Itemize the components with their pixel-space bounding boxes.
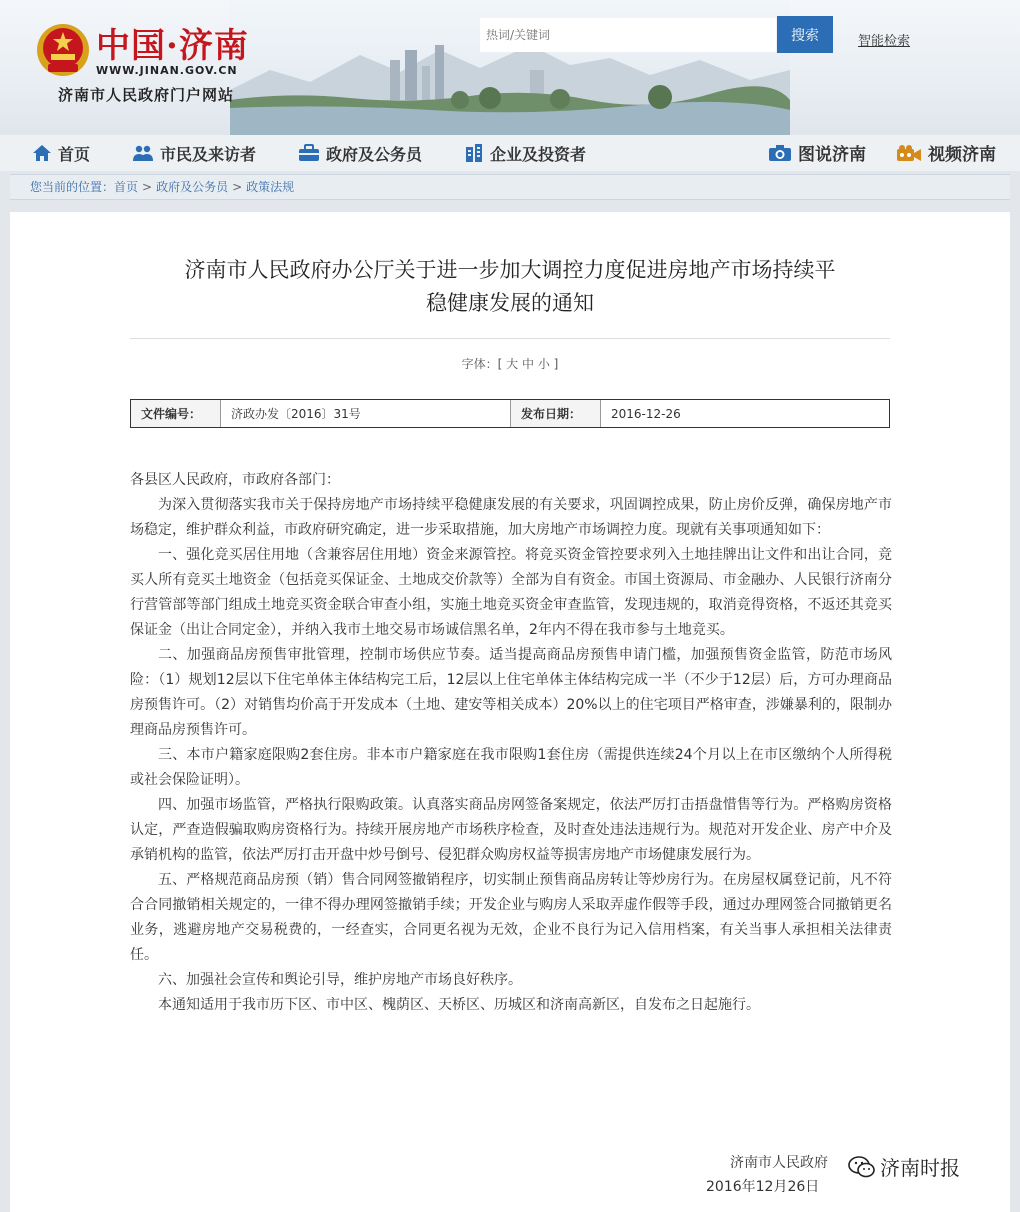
article-body [130, 468, 892, 1018]
document-meta-table [130, 399, 890, 428]
paragraph: 六、加强社会宣传和舆论引导，维护房地产市场良好秩序。 [158, 972, 522, 988]
nav-item-home[interactable] [32, 140, 90, 166]
video-jinan-link[interactable] [896, 140, 996, 165]
article-panel [10, 212, 1010, 1212]
paragraph: 五、严格规范商品房预（销）售合同网签撤销程序，切实制止预售商品房转让等炒房行为。在房屋权属登记前，凡不符合合同撤销相关规定的，一律不得办理网签撤销手续；开发企业与购房人采取弄虚作假等手段，通过办理网签合同撤销更名业务，逃避房地产交易税费的，一经查实，合同更名视为无效，企业不良行为记入信用档案，有关当事人承担相关法律责任。 [130, 872, 892, 963]
search-button[interactable]: 搜索 [777, 16, 833, 53]
nav-item-label: 市民及来访者 [160, 144, 257, 164]
search-input[interactable] [480, 18, 776, 52]
video-jinan-label: 视频济南 [928, 145, 996, 165]
paragraph: 四、加强市场监管，严格执行限购政策。认真落实商品房网签备案规定，依法严厉打击捂盘惜售等行为。严格购房资格认定，严查造假骗取购房资格行为。持续开展房地产市场秩序检查，及时查处违法违规行为。规范对开发企业、房产中介及承销机构的监管，依法严厉打击开盘中炒号倒号、侵犯群众购房权益等损害房地产市场健康发展行为。 [130, 797, 892, 863]
nav-item-label: 首页 [58, 144, 91, 164]
font-size-small[interactable]: 小 [537, 357, 550, 371]
breadcrumb-government[interactable]: 政府及公务员 [156, 180, 229, 194]
camera-icon [768, 144, 792, 162]
home-icon [32, 144, 52, 162]
site-url: WWW.JINAN.GOV.CN [96, 64, 238, 77]
wechat-icon [848, 1155, 876, 1179]
font-size-large[interactable]: 大 [506, 357, 519, 371]
paragraph: 本通知适用于我市历下区、市中区、槐荫区、天桥区、历城区和济南高新区，自发布之日起施行。 [158, 997, 760, 1013]
signature-date: 2016年12月26日 [706, 1179, 820, 1195]
title-divider [130, 338, 890, 339]
main-nav [0, 135, 1020, 171]
nav-item-government[interactable] [298, 140, 422, 166]
nav-item-label: 政府及公务员 [326, 144, 423, 164]
paragraph: 二、加强商品房预售审批管理，控制市场供应节奏。适当提高商品房预售申请门槛，加强预售资金监管，防范市场风险：（1）规划12层以下住宅单体主体结构完工后，12层以上住宅单体主体结构完成一半（不少于12层）后，方可办理商品房预售许可。（2）对销售均价高于开发成本（土地、建安等相关成本）20%以上的住宅项目严格审查，涉嫌暴利的，限制办理商品房预售许可。 [130, 647, 892, 738]
font-size-end: ] [553, 357, 559, 371]
salutation: 各县区人民政府，市政府各部门： [130, 472, 340, 488]
paragraph: 一、强化竞买居住用地（含兼容居住用地）资金来源管控。将竞买资金管控要求列入土地挂牌出让文件和出让合同，竞买人所有竞买土地资金（包括竞买保证金、土地成交价款等）全部为自有资金。市国土资源局、市金融办、人民银行济南分行营管部等部门组成土地竞买资金联合审查小组，实施土地竞买资金审查监管，发现违规的，取消竞得资格，不返还其竞买保证金（出让合同定金），并纳入我市土地交易市场诚信黑名单，2年内不得在我市参与土地竞买。 [130, 547, 892, 638]
building-icon [464, 143, 484, 163]
site-header [0, 0, 1020, 135]
video-camera-icon [896, 144, 922, 162]
breadcrumb-separator: > [142, 180, 153, 194]
watermark [848, 1152, 960, 1181]
site-logo-text[interactable]: 中国·济南 [96, 26, 249, 66]
article-title-line: 济南市人民政府办公厅关于进一步加大调控力度促进房地产市场持续平 [184, 258, 836, 282]
advanced-search-link[interactable]: 智能检索 [858, 34, 911, 49]
paragraph: 三、本市户籍家庭限购2套住房。非本市户籍家庭在我市限购1套住房（需提供连续24个月以上在市区缴纳个人所得税或社会保险证明）。 [130, 747, 892, 788]
signature-organization: 济南市人民政府 [730, 1155, 828, 1171]
photo-jinan-label: 图说济南 [798, 145, 866, 165]
briefcase-icon [298, 144, 320, 162]
nav-item-enterprise[interactable] [464, 140, 586, 166]
breadcrumb [10, 174, 1010, 200]
doc-number-label: 文件编号： [131, 400, 221, 427]
site-name: 济南市人民政府门户网站 [58, 86, 235, 104]
font-size-switcher [10, 355, 1010, 372]
nav-item-citizens[interactable] [132, 140, 256, 166]
article-title-line: 稳健康发展的通知 [426, 291, 594, 315]
publish-date-label: 发布日期： [511, 400, 601, 427]
paragraph: 为深入贯彻落实我市关于保持房地产市场持续平稳健康发展的有关要求，巩固调控成果，防止房价反弹，确保房地产市场稳定，维护群众利益，市政府研究确定，进一步采取措施，加大房地产市场调控力度。现就有关事项通知如下： [130, 497, 892, 538]
photo-jinan-link[interactable] [768, 140, 866, 165]
breadcrumb-policy[interactable]: 政策法规 [246, 180, 295, 194]
people-icon [132, 144, 154, 162]
font-size-label: 字体：[ [461, 357, 503, 371]
national-emblem-icon [36, 20, 90, 80]
doc-number-value: 济政办发〔2016〕31号 [221, 400, 511, 427]
breadcrumb-prefix: 您当前的位置： [30, 180, 115, 194]
publish-date-value: 2016-12-26 [611, 406, 681, 421]
nav-item-label: 企业及投资者 [490, 144, 587, 164]
breadcrumb-separator: > [232, 180, 243, 194]
watermark-text: 济南时报 [880, 1156, 960, 1180]
article-title [10, 254, 1010, 320]
font-size-medium[interactable]: 中 [521, 357, 534, 371]
breadcrumb-home[interactable]: 首页 [114, 180, 139, 194]
